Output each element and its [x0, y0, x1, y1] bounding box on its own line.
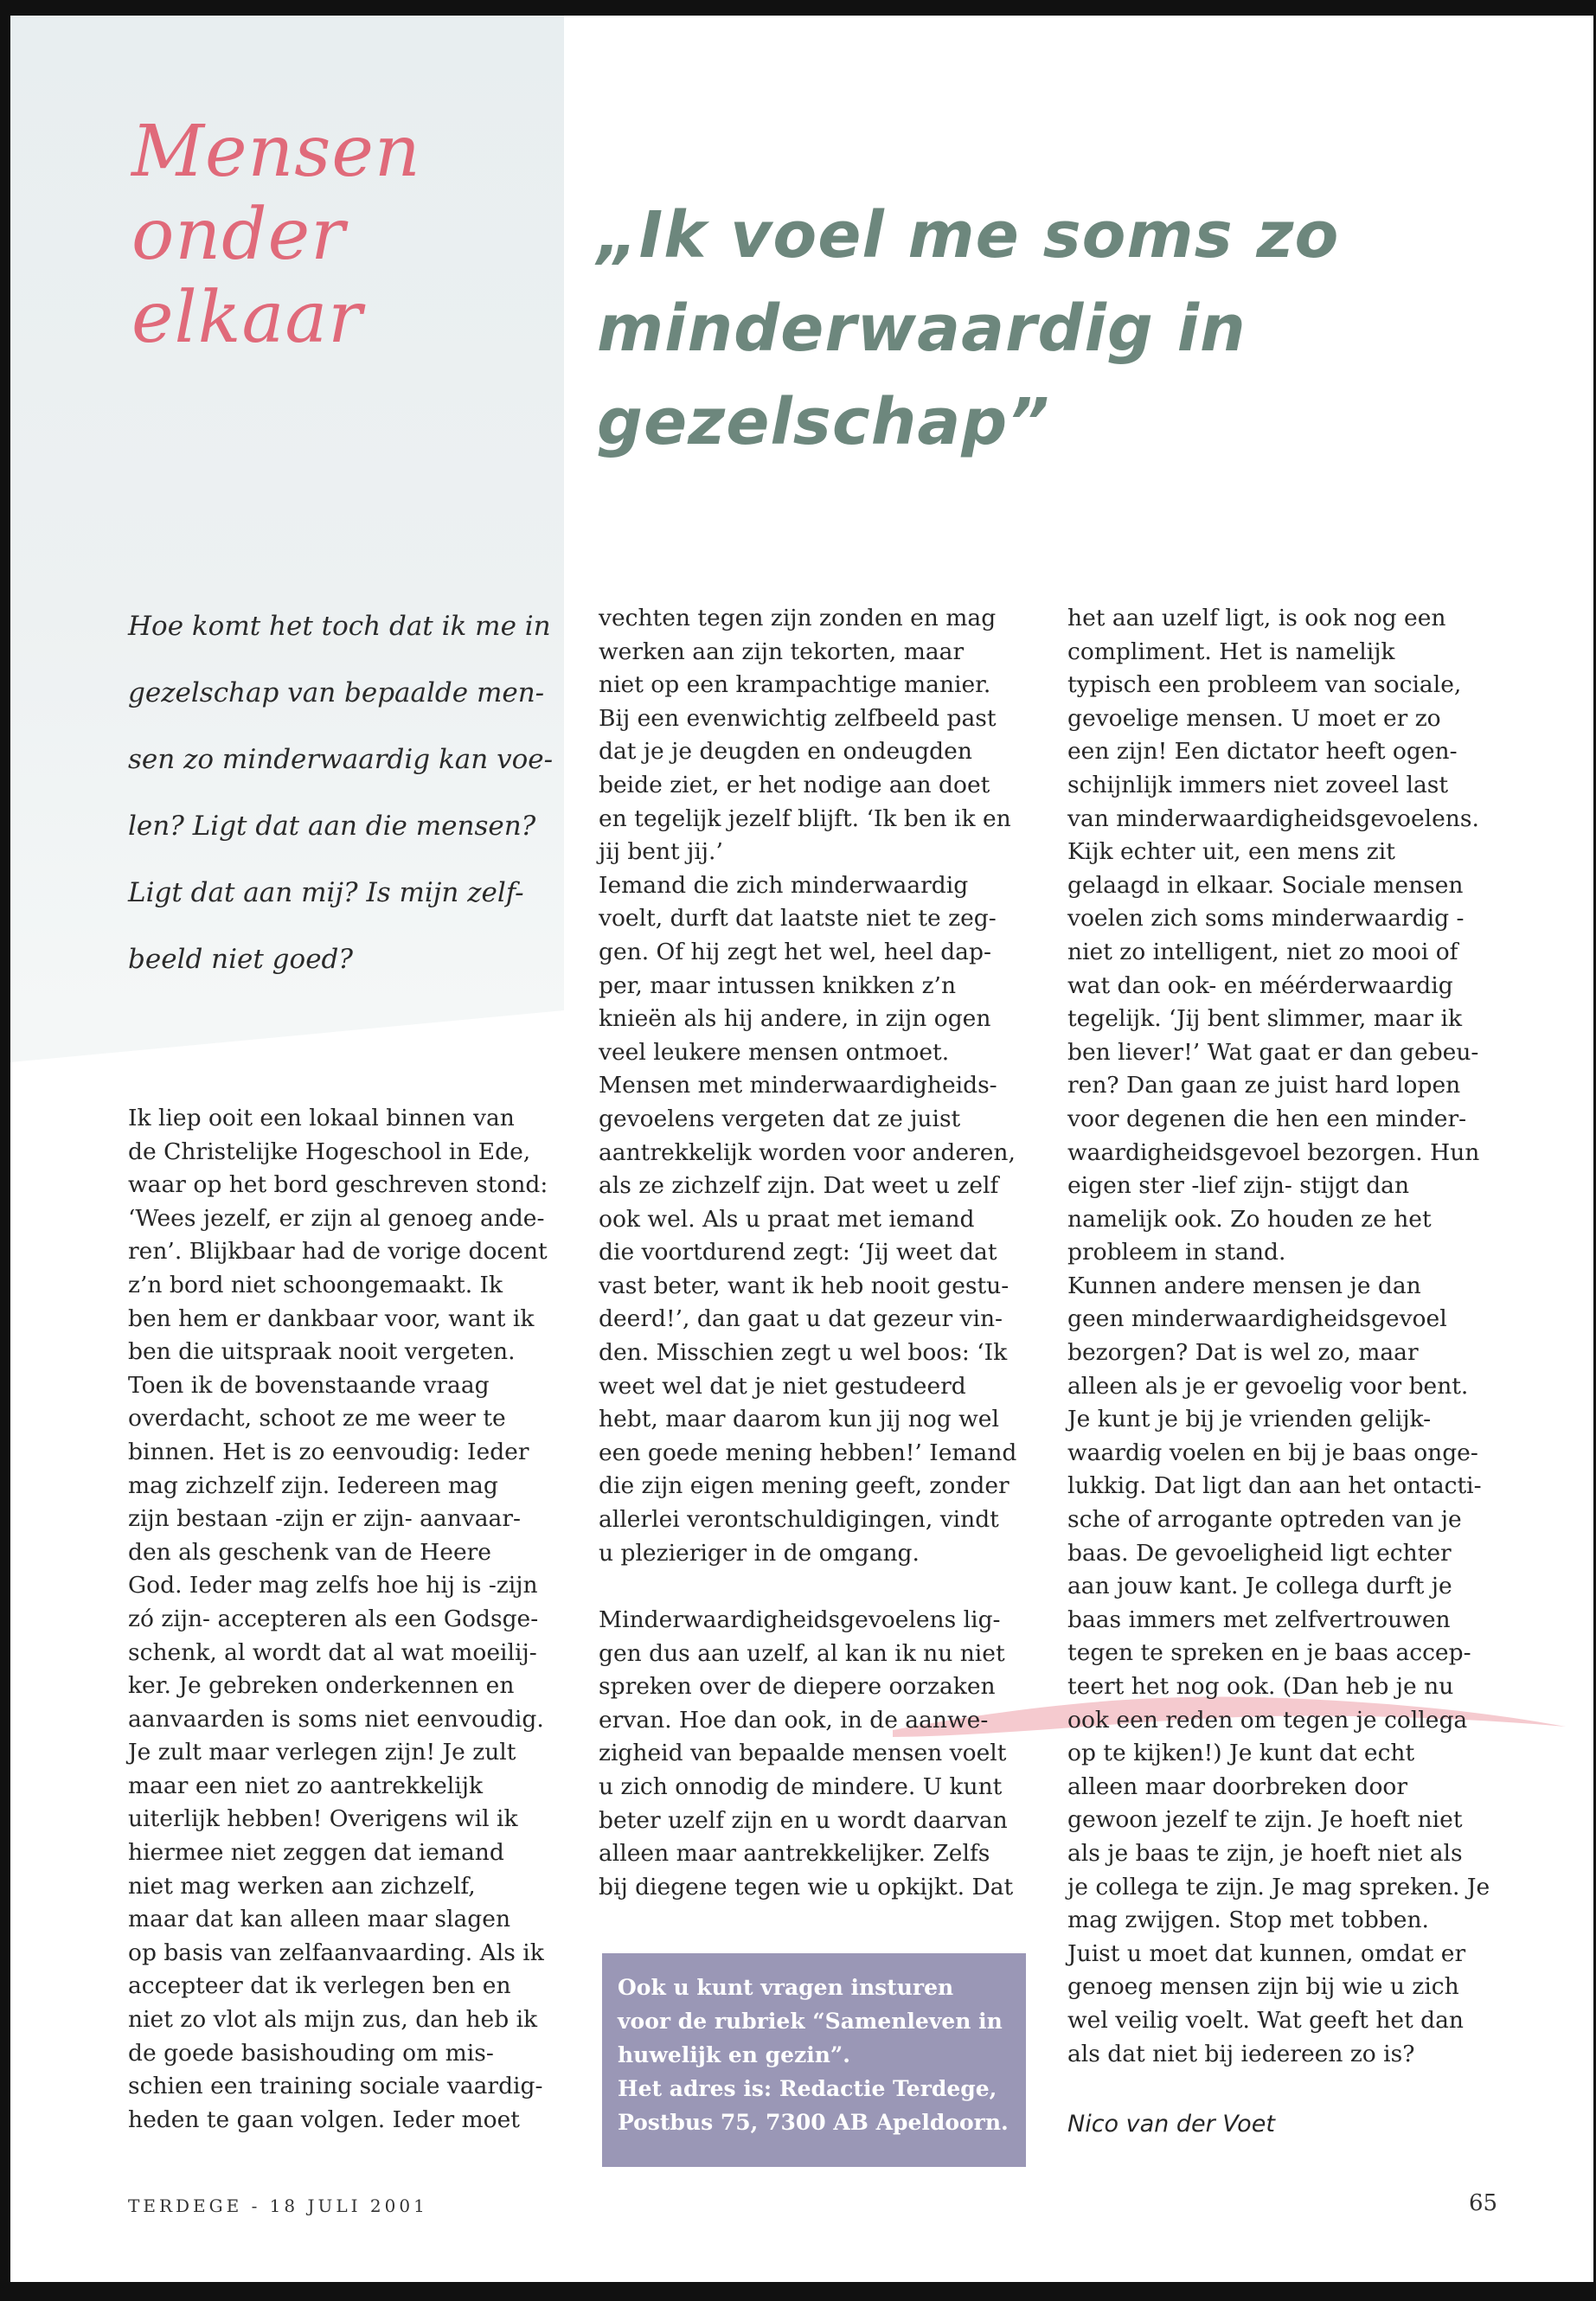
text-line: heden te gaan volgen. Ieder moet: [128, 2106, 520, 2133]
text-line: u zich onnodig de mindere. U kunt: [599, 1772, 1003, 1800]
article-column-1: [128, 1102, 578, 2137]
text-line: baas immers met zelfvertrouwen: [1067, 1606, 1451, 1633]
text-line: als je baas te zijn, je hoeft niet als: [1067, 1839, 1463, 1867]
text-line: die voortdurend zegt: ‘Jij weet dat: [599, 1239, 997, 1266]
text-line: die zijn eigen mening geeft, zonder: [599, 1472, 1010, 1500]
text-line: aantrekkelijk worden voor anderen,: [599, 1138, 1016, 1166]
text-line: als dat niet bij iedereen zo is?: [1067, 2040, 1415, 2067]
text-line: maar dat kan alleen maar slagen: [128, 1906, 511, 1933]
text-line: mag zwijgen. Stop met tobben.: [1067, 1907, 1429, 1934]
text-line: ook wel. Als u praat met iemand: [599, 1205, 975, 1233]
text-line: voelt, durft dat laatste niet te zeg-: [599, 905, 997, 933]
text-line: dat je je deugden en ondeugden: [599, 738, 972, 766]
text-line: Je kunt je bij je vrienden gelijk-: [1067, 1406, 1432, 1433]
header-shade-tip: [10, 1010, 564, 1062]
text-line: zijn bestaan -zijn er zijn- aanvaar-: [128, 1505, 521, 1533]
text-line: alleen maar aantrekkelijker. Zelfs: [599, 1840, 990, 1868]
callout-line: Ook u kunt vragen insturen: [618, 1975, 954, 2000]
text-line: wat dan ook- en méérderwaardig: [1067, 971, 1453, 999]
text-line: waar op het bord geschreven stond:: [128, 1171, 548, 1199]
text-line: hebt, maar daarom kun jij nog wel: [599, 1406, 999, 1433]
text-line: genoeg mensen zijn bij wie u zich: [1067, 1973, 1459, 2001]
text-line: ben die uitspraak nooit vergeten.: [128, 1338, 516, 1366]
headline-line: „Ik voel me soms zo: [597, 198, 1340, 272]
callout-line: Het adres is: Redactie Terdege,: [618, 2076, 997, 2101]
text-line: veel leukere mensen ontmoet.: [599, 1038, 950, 1066]
text-line: binnen. Het is zo eenvoudig: Ieder: [128, 1438, 529, 1465]
text-line: ook een reden om tegen je collega: [1067, 1706, 1468, 1734]
text-line: niet mag werken aan zichzelf,: [128, 1872, 476, 1900]
text-line: Mensen met minderwaardigheids-: [599, 1072, 997, 1099]
text-line: het aan uzelf ligt, is ook nog een: [1067, 605, 1446, 631]
text-line: de Christelijke Hogeschool in Ede,: [128, 1138, 531, 1165]
text-line: ren’. Blijkbaar had de vorige docent: [128, 1238, 548, 1266]
text-line: gen dus aan uzelf, al kan ik nu niet: [599, 1639, 1005, 1667]
callout-box: [602, 1953, 1026, 2167]
text-line: probleem in stand.: [1067, 1239, 1286, 1266]
text-line: ervan. Hoe dan ook, in de aanwe-: [599, 1706, 989, 1734]
text-line: ‘Wees jezelf, er zijn al genoeg ande-: [128, 1204, 545, 1232]
text-line: baas. De gevoeligheid ligt echter: [1067, 1539, 1452, 1567]
text-line: beide ziet, er het nodige aan doet: [599, 771, 990, 798]
text-line: op basis van zelfaanvaarding. Als ik: [128, 1939, 544, 1966]
text-line: Kunnen andere mensen je dan: [1067, 1272, 1421, 1299]
text-line: wel veilig voelt. Wat geeft het dan: [1067, 2006, 1464, 2034]
text-line: Bij een evenwichtig zelfbeeld past: [599, 704, 997, 732]
text-line: een goede mening hebben!’ Iemand: [599, 1439, 1017, 1466]
text-line: lukkig. Dat ligt dan aan het ontacti-: [1067, 1472, 1482, 1500]
text-line: hiermee niet zeggen dat iemand: [128, 1839, 504, 1867]
text-line: eigen ster -lief zijn- stijgt dan: [1067, 1172, 1410, 1200]
text-line: en tegelijk jezelf blijft. ‘Ik ben ik en: [599, 804, 1011, 832]
text-line: gewoon jezelf te zijn. Je hoeft niet: [1067, 1806, 1463, 1834]
intro-line: beeld niet goed?: [128, 944, 354, 975]
text-line: niet zo intelligent, niet zo mooi of: [1067, 938, 1458, 965]
article-column-3: [1067, 602, 1517, 2071]
text-line: vast beter, want ik heb nooit gestu-: [599, 1272, 1010, 1299]
series-title-line: Mensen: [131, 111, 421, 193]
text-line: teert het nog ook. (Dan heb je nu: [1067, 1673, 1454, 1700]
text-line: alleen als je er gevoelig voor bent.: [1067, 1372, 1469, 1400]
text-line: accepteer dat ik verlegen ben en: [128, 1972, 511, 2000]
text-line: jij bent jij.’: [599, 838, 723, 866]
intro-line: Hoe komt het toch dat ik me in: [128, 611, 551, 642]
page-number: 65: [1469, 2190, 1498, 2216]
text-line: gen. Of hij zegt het wel, heel dap-: [599, 938, 991, 965]
text-line: een zijn! Een dictator heeft ogen-: [1067, 738, 1458, 766]
article-headline: [597, 189, 1462, 469]
text-line: Iemand die zich minderwaardig: [599, 871, 969, 899]
text-line: zigheid van bepaalde mensen voelt: [599, 1740, 1007, 1767]
text-line: sche of arrogante optreden van je: [1067, 1506, 1462, 1534]
text-line: deerd!’, dan gaat u dat gezeur vin-: [599, 1305, 1003, 1333]
text-line: den. Misschien zegt u wel boos: ‘Ik: [599, 1339, 1008, 1367]
text-line: overdacht, schoot ze me weer te: [128, 1405, 506, 1433]
text-line: bezorgen? Dat is wel zo, maar: [1067, 1339, 1419, 1367]
text-line: van minderwaardigheidsgevoelens.: [1067, 804, 1479, 832]
text-line: spreken over de diepere oorzaken: [599, 1673, 996, 1701]
intro-line: sen zo minderwaardig kan voe-: [128, 744, 554, 775]
callout-line: voor de rubriek “Samenleven in: [618, 2009, 1003, 2034]
page-footer: TERDEGE - 18 JULI 2001: [128, 2195, 428, 2216]
text-line: als ze zichzelf zijn. Dat weet u zelf: [599, 1172, 999, 1200]
series-title-line: onder: [131, 194, 346, 276]
text-line: aanvaarden is soms niet eenvoudig.: [128, 1705, 544, 1733]
reader-question: [128, 593, 561, 993]
callout-line: huwelijk en gezin”.: [618, 2042, 850, 2067]
text-line: je collega te zijn. Je mag spreken. Je: [1067, 1873, 1490, 1900]
text-line: uiterlijk hebben! Overigens wil ik: [128, 1805, 518, 1833]
article-column-2-continued: [599, 1604, 1048, 1904]
text-line: allerlei verontschuldigingen, vindt: [599, 1506, 999, 1534]
text-line: Juist u moet dat kunnen, omdat er: [1067, 1939, 1466, 1967]
text-line: tegelijk. ‘Jij bent slimmer, maar ik: [1067, 1005, 1463, 1033]
headline-line: minderwaardig in: [597, 292, 1247, 366]
text-line: ben liever!’ Wat gaat er dan gebeu-: [1067, 1038, 1479, 1066]
text-line: vechten tegen zijn zonden en mag: [599, 605, 997, 631]
text-line: tegen te spreken en je baas accep-: [1067, 1639, 1471, 1667]
text-line: maar een niet zo aantrekkelijk: [128, 1772, 483, 1799]
intro-line: gezelschap van bepaalde men-: [128, 677, 545, 708]
text-line: niet zo vlot als mijn zus, dan heb ik: [128, 2006, 538, 2034]
text-line: z’n bord niet schoongemaakt. Ik: [128, 1271, 503, 1298]
text-line: werken aan zijn tekorten, maar: [599, 638, 965, 665]
intro-line: len? Ligt dat aan die mensen?: [128, 811, 536, 842]
text-line: den als geschenk van de Heere: [128, 1538, 491, 1566]
text-line: schien een training sociale vaardig-: [128, 2073, 543, 2100]
text-line: Minderwaardigheidsgevoelens lig-: [599, 1606, 1001, 1633]
callout-line: Postbus 75, 7300 AB Apeldoorn.: [618, 2110, 1009, 2135]
text-line: gelaagd in elkaar. Sociale mensen: [1067, 871, 1464, 899]
text-line: Kijk echter uit, een mens zit: [1067, 838, 1395, 866]
text-line: waardigheidsgevoel bezorgen. Hun: [1067, 1138, 1480, 1166]
text-line: geen minderwaardigheidsgevoel: [1067, 1305, 1447, 1333]
magazine-page: [10, 16, 1593, 2282]
text-line: schenk, al wordt dat al wat moeilij-: [128, 1638, 537, 1666]
text-line: beter uzelf zijn en u wordt daarvan: [599, 1806, 1008, 1834]
text-line: alleen maar doorbreken door: [1067, 1772, 1408, 1800]
text-line: knieën als hij andere, in zijn ogen: [599, 1005, 991, 1033]
text-line: namelijk ook. Zo houden ze het: [1067, 1205, 1432, 1233]
series-title-line: elkaar: [131, 277, 363, 359]
text-line: ben hem er dankbaar voor, want ik: [128, 1304, 535, 1332]
text-line: niet op een krampachtige manier.: [599, 671, 991, 699]
article-column-2: [599, 602, 1048, 1570]
headline-line: gezelschap”: [597, 385, 1050, 459]
text-line: God. Ieder mag zelfs hoe hij is -zijn: [128, 1572, 538, 1599]
text-line: gevoelige mensen. U moet er zo: [1067, 704, 1441, 732]
text-line: u plezieriger in de omgang.: [599, 1539, 920, 1567]
text-line: voelen zich soms minderwaardig -: [1067, 905, 1465, 933]
series-title: [131, 111, 495, 360]
text-line: ren? Dan gaan ze juist hard lopen: [1067, 1072, 1461, 1099]
text-line: per, maar intussen knikken z’n: [599, 971, 957, 999]
text-line: typisch een probleem van sociale,: [1067, 671, 1462, 699]
text-line: de goede basishouding om mis-: [128, 2039, 494, 2067]
text-line: aan jouw kant. Je collega durft je: [1067, 1573, 1452, 1600]
text-line: op te kijken!) Je kunt dat echt: [1067, 1740, 1415, 1767]
author-signature: Nico van der Voet: [1067, 2111, 1275, 2138]
text-line: voor degenen die hen een minder-: [1067, 1105, 1467, 1132]
text-line: compliment. Het is namelijk: [1067, 638, 1395, 665]
text-line: zó zijn- accepteren als een Godsge-: [128, 1605, 539, 1632]
text-line: waardig voelen en bij je baas onge-: [1067, 1439, 1478, 1466]
text-line: Ik liep ooit een lokaal binnen van: [128, 1105, 515, 1131]
intro-line: Ligt dat aan mij? Is mijn zelf-: [128, 877, 524, 908]
text-line: mag zichzelf zijn. Iedereen mag: [128, 1471, 498, 1499]
text-line: Je zult maar verlegen zijn! Je zult: [128, 1739, 516, 1766]
text-line: schijnlijk immers niet zoveel last: [1067, 771, 1448, 798]
text-line: gevoelens vergeten dat ze juist: [599, 1105, 961, 1132]
text-line: Toen ik de bovenstaande vraag: [128, 1371, 490, 1399]
text-line: bij diegene tegen wie u opkijkt. Dat: [599, 1873, 1014, 1900]
text-line: ker. Je gebreken onderkennen en: [128, 1672, 515, 1700]
text-line: weet wel dat je niet gestudeerd: [599, 1372, 966, 1400]
